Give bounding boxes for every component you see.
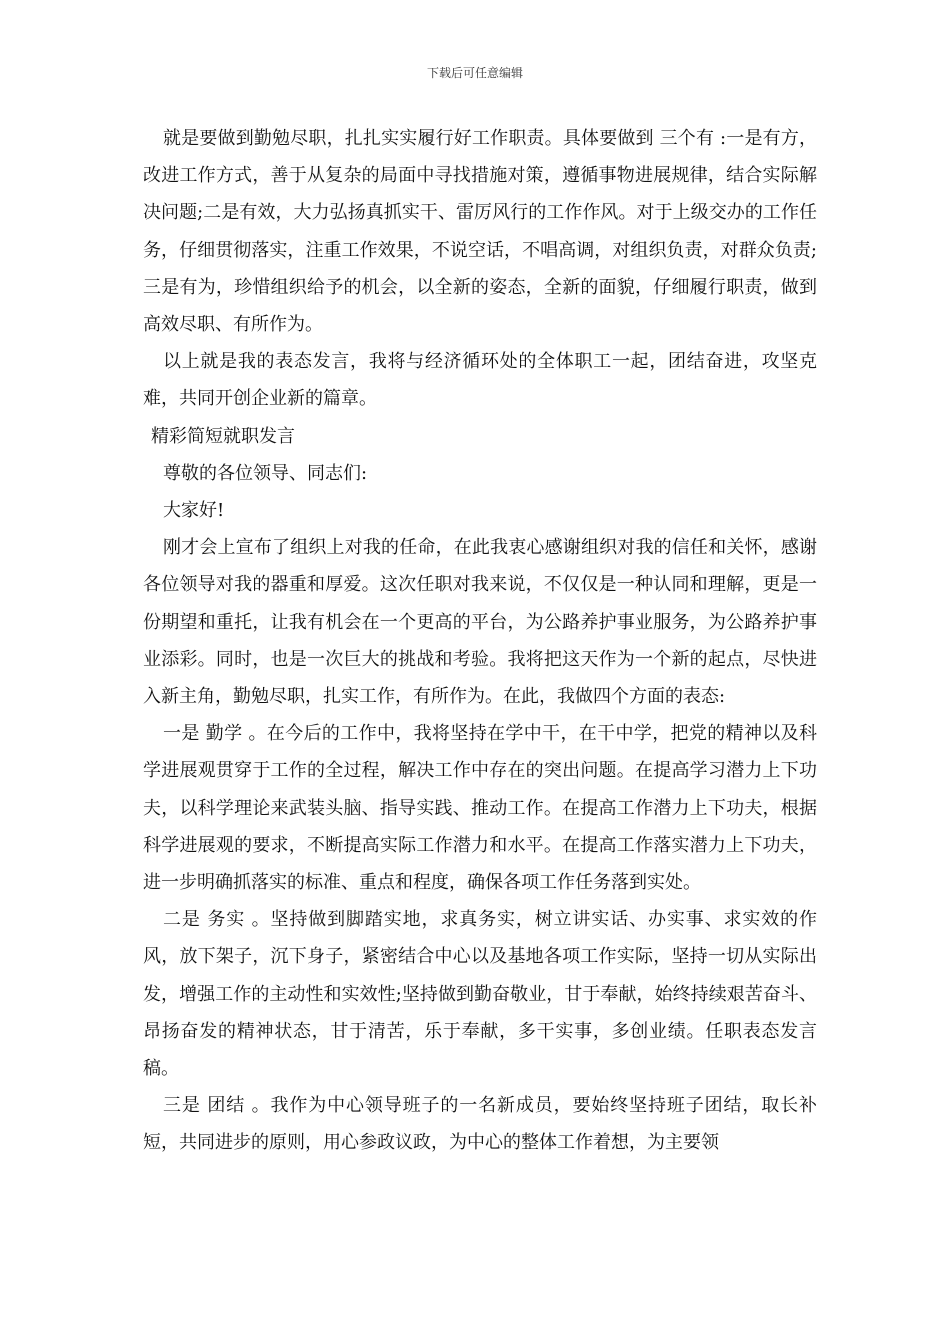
paragraph-unity: 三是 团结 。我作为中心领导班子的一名新成员，要始终坚持班子团结，取长补短，共同进步的原则，用心参政议政，为中心的整体工作着想，为主要领 [143,1095,817,1154]
greeting-leaders: 尊敬的各位领导、同志们: [163,462,368,484]
paragraph-duties: 就是要做到勤勉尽职，扎扎实实履行好工作职责。具体要做到 三个有 :一是有方，改进工作方式，善于从复杂的局面中寻找措施对策，遵循事物进展规律，结合实际解决问题;二是有效，大力弘扬真抓实干、雷厉风行的工作作风。对于上级交办的工作任务，仔细贯彻落实，注重工作效果，不说空话，不唱高调，对组织负责，对群众负责;三是有为，珍惜组织给予的机会，以全新的姿态，全新的面貌，仔细履行职责，做到高效尽职、有所作为。 [143,128,817,336]
document-body [143,120,817,1162]
greeting-hello: 大家好! [163,500,225,522]
paragraph-study: 一是 勤学 。在今后的工作中，我将坚持在学中干，在干中学，把党的精神以及科学进展观贯穿于工作的全过程，解决工作中存在的突出问题。在提高学习潜力上下功夫，以科学理论来武装头脑、指导实践、推动工作。在提高工作潜力上下功夫，根据科学进展观的要求，不断提高实际工作潜力和水平。在提高工作落实潜力上下功夫，进一步明确抓落实的标准、重点和程度，确保各项工作任务落到实处。 [143,723,817,894]
section-title: 精彩简短就职发言 [151,425,295,447]
paragraph-thanks: 刚才会上宣布了组织上对我的任命，在此我衷心感谢组织对我的信任和关怀，感谢各位领导对我的器重和厚爱。这次任职对我来说，不仅仅是一种认同和理解，更是一份期望和重托，让我有机会在一个更高的平台，为公路养护事业服务，为公路养护事业添彩。同时，也是一次巨大的挑战和考验。我将把这天作为一个新的起点，尽快进入新主角，勤勉尽职，扎实工作，有所作为。在此，我做四个方面的表态: [143,537,817,708]
paragraph-closing: 以上就是我的表态发言，我将与经济循环处的全体职工一起，团结奋进，攻坚克难，共同开创企业新的篇章。 [143,351,817,410]
paragraph-practical: 二是 务实 。坚持做到脚踏实地，求真务实，树立讲实话、办实事、求实效的作风，放下架子，沉下身子，紧密结合中心以及基地各项工作实际，坚持一切从实际出发，增强工作的主动性和实效性;坚持做到勤奋敬业，甘于奉献，始终持续艰苦奋斗、昂扬奋发的精神状态，甘于清苦，乐于奉献，多干实事，多创业绩。任职表态发言稿。 [143,909,817,1080]
page-header: 下载后可任意编辑 [426,66,523,80]
